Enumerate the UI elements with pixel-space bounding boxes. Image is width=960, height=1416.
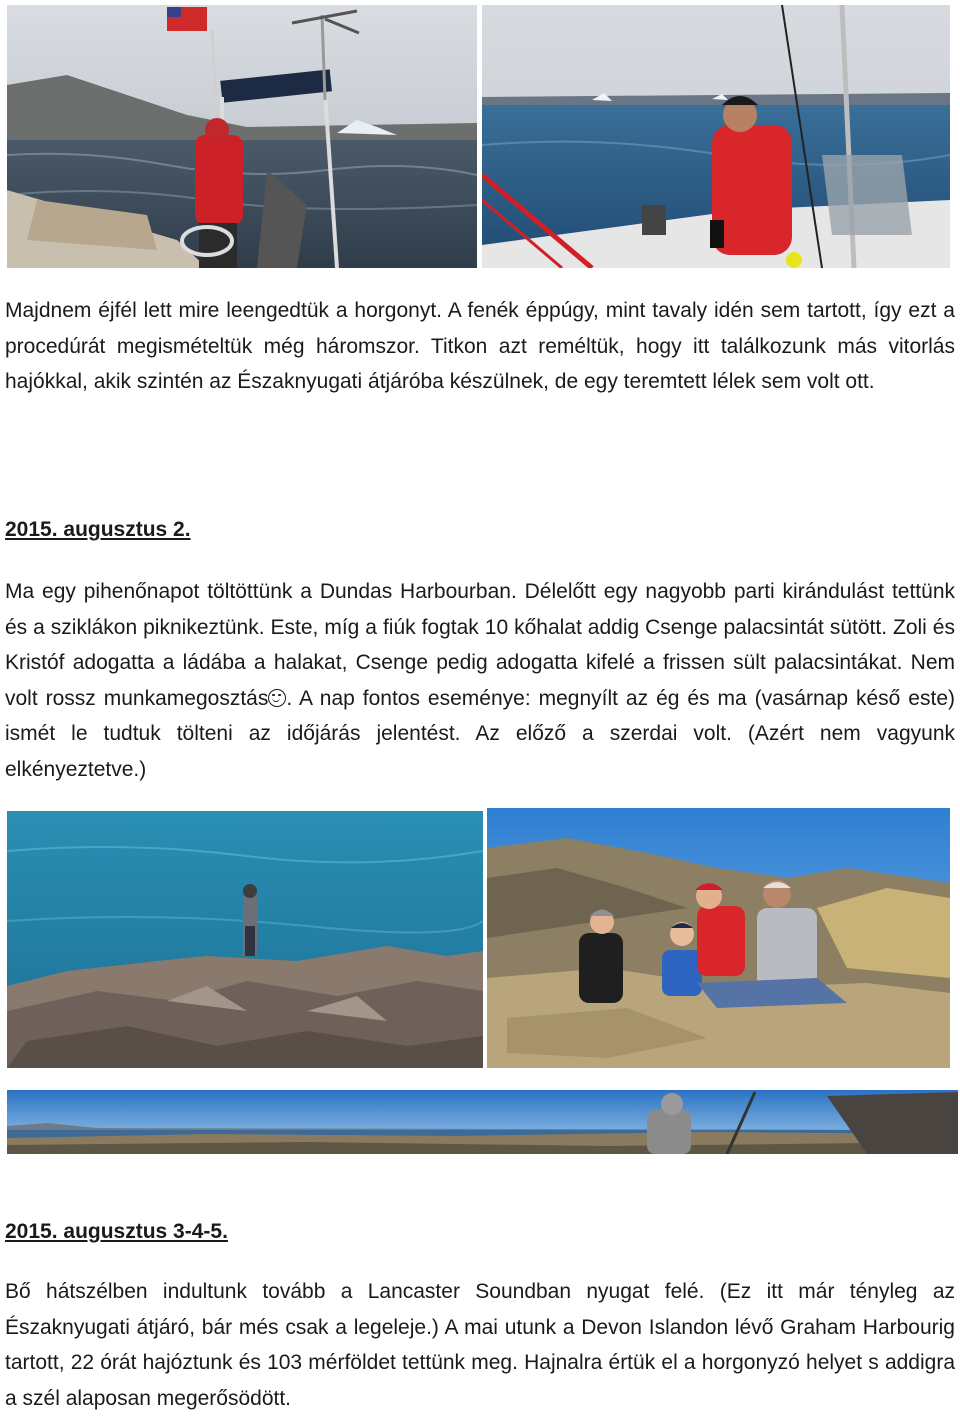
paragraph-rest-day: [5, 574, 955, 787]
photo-sailor-red-jacket: [482, 5, 950, 268]
date-heading-aug-3-4-5: 2015. augusztus 3-4-5.: [5, 1220, 228, 1243]
date-heading-aug-2: 2015. augusztus 2.: [5, 518, 191, 541]
paragraph-lancaster-sound: Bő hátszélben indultunk tovább a Lancaster Soundban nyugat felé. (Ez itt már tényleg az Északnyugati átjáró, bár més csak a legeleje.) A mai utunk a Devon Islandon lévő Graham Harbourig tartott, 22 órát hajóztunk és 103 mérföldet tettünk meg. Hajnalra értük el a horgonyzó helyet s addigra a szél alaposan megerősödött.: [5, 1280, 955, 1410]
photo-rocks-sea: [7, 811, 483, 1068]
paragraph-rest-day-text-2: . A nap fontos eseménye: megnyílt az ég és ma (vasárnap késő este) ismét le tudtuk tölteni az időjárás jelentést. Az előző a szerdai volt. (Azért nem vagyunk elkényeztetve.): [5, 686, 955, 781]
paragraph-anchoring: Majdnem éjfél lett mire leengedtük a horgonyt. A fenék éppúgy, mint tavaly idén sem tartott, így ezt a procedúrát megismételtük még háromszor. Titkon azt reméltük, hogy itt találkozunk más vitorlás hajókkal, akik szintén az Északnyugati átjáróba készülnek, de egy teremtett lélek sem volt ott.: [5, 299, 955, 393]
paragraph-rest-day-text-1: Ma egy pihenőnapot töltöttünk a Dundas Harbourban. Délelőtt egy nagyobb parti kirándulást tettünk és a sziklákon piknikeztünk. Este, míg a fiúk fogtak 10 kőhalat addig Csenge palacsintát sütött. Zoli és Kristóf adogatta a ládába a halakat, Csenge pedig adogatta kifelé a frissen sült palacsintákat. Nem volt rossz munkamegosztás: [5, 580, 955, 710]
photo-panorama: [7, 1090, 958, 1154]
photo-family-picnic: [487, 808, 950, 1068]
smiley-icon: [268, 689, 286, 707]
photo-sailor-stern: [7, 5, 477, 268]
